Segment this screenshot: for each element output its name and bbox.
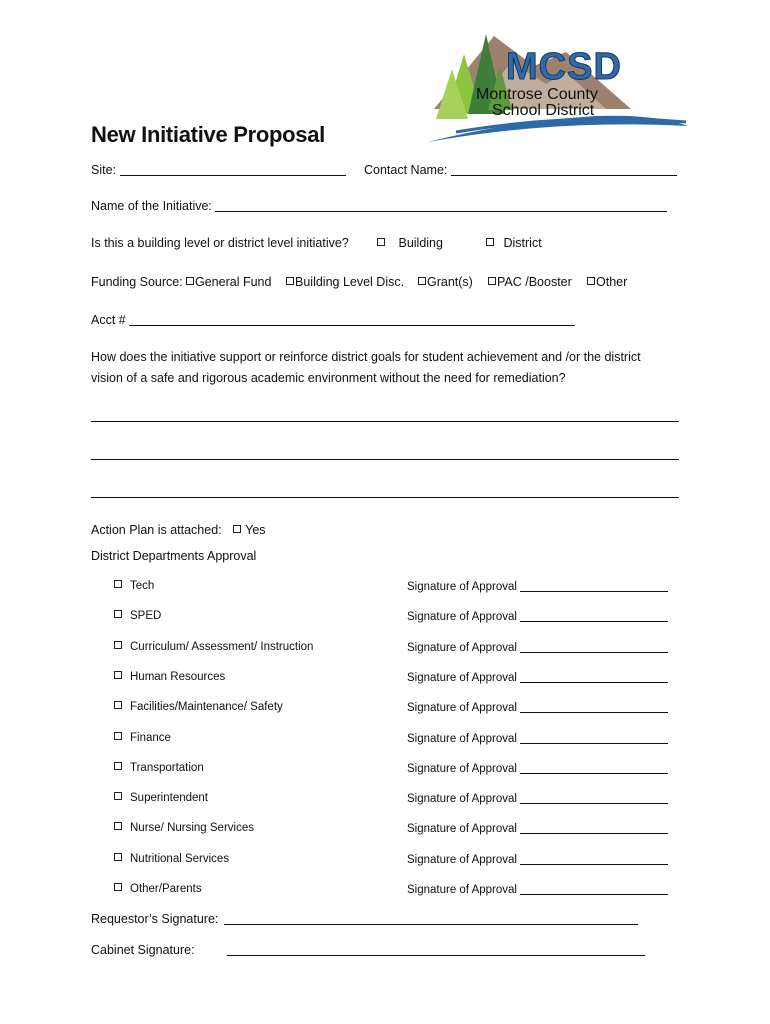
department-item[interactable] (114, 853, 229, 865)
checkbox[interactable] (587, 277, 595, 285)
contact-label: Contact Name: (364, 163, 448, 177)
checkbox[interactable] (114, 762, 122, 770)
checkbox[interactable] (488, 277, 496, 285)
logo-line-1: Montrose County (476, 86, 598, 103)
department-item[interactable] (114, 671, 225, 683)
signature-label: Signature of Approval (407, 854, 517, 866)
level-question: Is this a building level or district level initiative? (91, 236, 349, 250)
funding-option-grants[interactable]: Grant(s) (418, 275, 473, 289)
district-logo (416, 14, 696, 148)
site-field[interactable] (120, 164, 346, 176)
site-label: Site: (91, 163, 117, 177)
signature-field[interactable] (520, 701, 668, 713)
department-label: Nutritional Services (130, 853, 230, 865)
requestor-row (91, 912, 638, 926)
action-plan-row (91, 523, 266, 537)
signature-label: Signature of Approval (407, 884, 517, 896)
signature-field[interactable] (520, 641, 668, 653)
checkbox[interactable] (486, 238, 494, 246)
checkbox[interactable] (114, 883, 122, 891)
signature-field[interactable] (520, 853, 668, 865)
level-option-building[interactable]: Building (377, 236, 443, 250)
signature-field[interactable] (520, 883, 668, 895)
checkbox[interactable] (114, 610, 122, 618)
signature-of-approval (407, 580, 668, 593)
signature-field[interactable] (520, 610, 668, 622)
goals-question-line-1: How does the initiative support or reinforce district goals for student achievement and /or the district (91, 350, 641, 364)
answer-line[interactable] (91, 421, 679, 422)
department-item[interactable] (114, 641, 313, 653)
signature-of-approval (407, 641, 668, 654)
action-plan-label: Action Plan is attached: (91, 523, 222, 537)
acct-row (91, 313, 575, 327)
goals-question-line-2: vision of a safe and rigorous academic environment without the need for remediation? (91, 371, 566, 385)
signature-of-approval (407, 883, 668, 896)
checkbox[interactable] (186, 277, 194, 285)
approval-heading: District Departments Approval (91, 549, 257, 563)
funding-label: Funding Source: (91, 275, 183, 289)
signature-of-approval (407, 732, 668, 745)
department-label: Nurse/ Nursing Services (130, 822, 254, 834)
signature-field[interactable] (520, 580, 668, 592)
checkbox[interactable] (114, 580, 122, 588)
signature-label: Signature of Approval (407, 793, 517, 805)
checkbox[interactable] (114, 732, 122, 740)
signature-of-approval (407, 671, 668, 684)
signature-label: Signature of Approval (407, 823, 517, 835)
signature-label: Signature of Approval (407, 733, 517, 745)
department-item[interactable] (114, 792, 208, 804)
checkbox[interactable] (418, 277, 426, 285)
signature-label: Signature of Approval (407, 702, 517, 714)
signature-of-approval (407, 822, 668, 835)
department-label: Other/Parents (130, 883, 202, 895)
acct-field[interactable] (129, 314, 575, 326)
checkbox[interactable] (377, 238, 385, 246)
signature-of-approval (407, 701, 668, 714)
contact-name-field[interactable] (451, 164, 677, 176)
department-label: Transportation (130, 762, 204, 774)
initiative-label: Name of the Initiative: (91, 199, 212, 213)
checkbox[interactable] (114, 641, 122, 649)
signature-field[interactable] (520, 732, 668, 744)
funding-option-general-fund[interactable]: General Fund (186, 275, 271, 289)
department-item[interactable] (114, 762, 204, 774)
checkbox[interactable] (286, 277, 294, 285)
department-label: Facilities/Maintenance/ Safety (130, 701, 283, 713)
signature-of-approval (407, 792, 668, 805)
signature-label: Signature of Approval (407, 672, 517, 684)
checkbox[interactable] (114, 671, 122, 679)
signature-label: Signature of Approval (407, 642, 517, 654)
department-label: Curriculum/ Assessment/ Instruction (130, 641, 314, 653)
acct-label: Acct # (91, 313, 126, 327)
contact-row (364, 163, 677, 177)
signature-of-approval (407, 853, 668, 866)
signature-field[interactable] (520, 822, 668, 834)
funding-option-building-level[interactable]: Building Level Disc. (286, 275, 404, 289)
answer-line[interactable] (91, 459, 679, 460)
cabinet-signature-field[interactable] (227, 944, 645, 956)
signature-label: Signature of Approval (407, 611, 517, 623)
department-item[interactable] (114, 883, 202, 895)
department-item[interactable] (114, 580, 154, 592)
logo-line-2: School District (492, 102, 595, 119)
department-label: Finance (130, 732, 171, 744)
signature-field[interactable] (520, 762, 668, 774)
funding-option-other[interactable]: Other (587, 275, 627, 289)
checkbox[interactable] (114, 792, 122, 800)
department-label: Superintendent (130, 792, 209, 804)
form-title: New Initiative Proposal (91, 122, 325, 147)
checkbox[interactable] (114, 701, 122, 709)
requestor-label: Requestor’s Signature: (91, 912, 219, 926)
signature-field[interactable] (520, 671, 668, 683)
signature-field[interactable] (520, 792, 668, 804)
signature-of-approval (407, 762, 668, 775)
department-label: Tech (130, 580, 155, 592)
checkbox[interactable] (114, 822, 122, 830)
signature-of-approval (407, 610, 668, 623)
department-item[interactable] (114, 822, 254, 834)
action-plan-yes-option[interactable]: Yes (233, 523, 265, 537)
cabinet-signature-field-wrap (227, 943, 645, 957)
funding-option-pac-booster[interactable]: PAC /Booster (488, 275, 572, 289)
answer-line[interactable] (91, 497, 679, 498)
initiative-name-field[interactable] (215, 200, 667, 212)
cabinet-label: Cabinet Signature: (91, 943, 195, 957)
signature-label: Signature of Approval (407, 763, 517, 775)
site-row (91, 163, 346, 177)
department-item[interactable] (114, 732, 171, 744)
signature-label: Signature of Approval (407, 581, 517, 593)
checkbox[interactable] (114, 853, 122, 861)
department-label: SPED (130, 610, 162, 622)
initiative-row (91, 199, 667, 213)
requestor-signature-field[interactable] (224, 913, 638, 925)
logo-mark: MCSD (506, 46, 622, 88)
department-item[interactable] (114, 610, 161, 622)
department-item[interactable] (114, 701, 283, 713)
level-option-district[interactable]: District (486, 236, 542, 250)
checkbox[interactable] (233, 525, 241, 533)
department-label: Human Resources (130, 671, 226, 683)
